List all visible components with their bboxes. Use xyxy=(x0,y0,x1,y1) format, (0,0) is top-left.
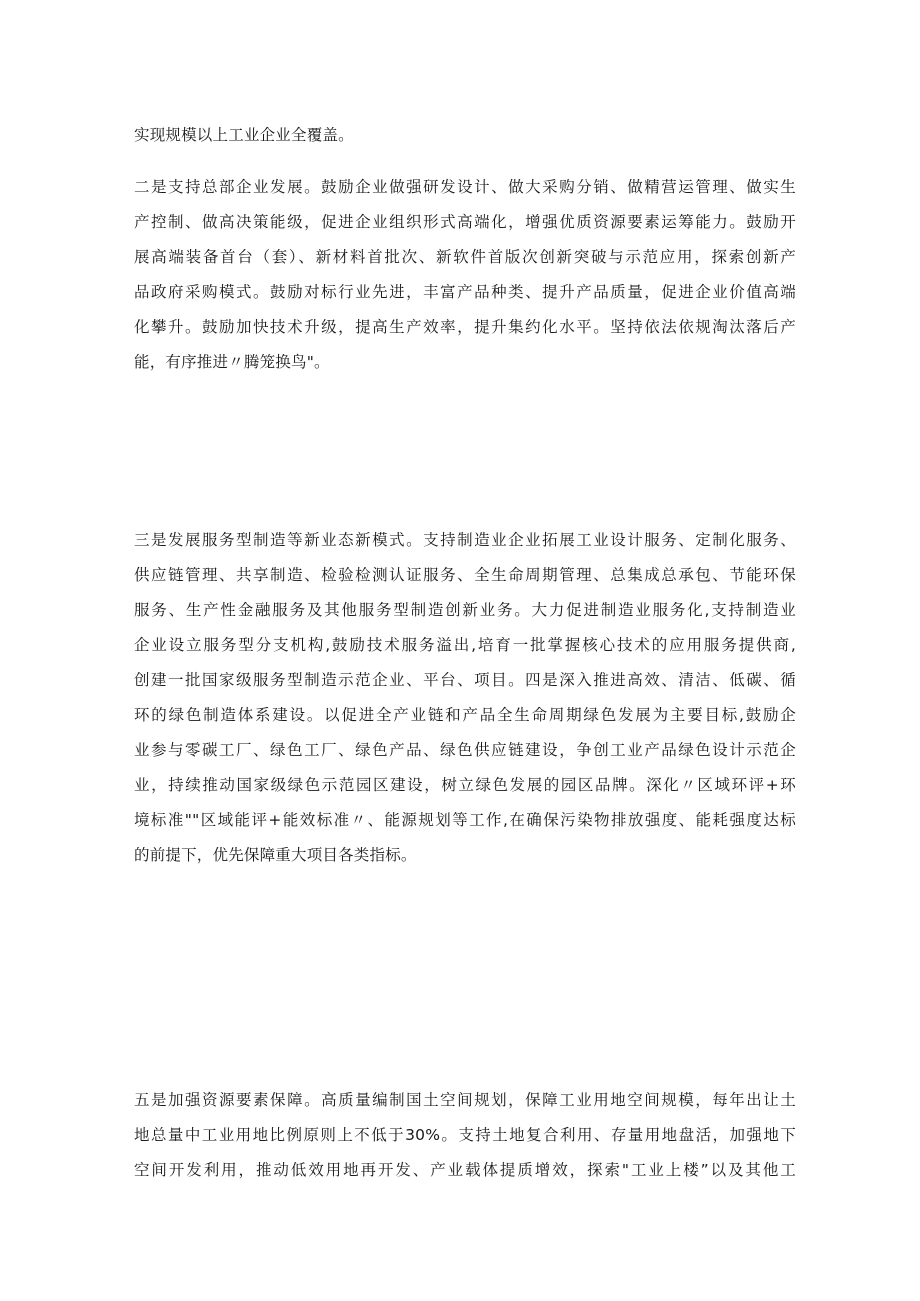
paragraph-2 xyxy=(134,170,796,380)
paragraph-line: 化攀升。鼓励加快技术升级，提高生产效率，提升集约化水平。坚持依法依规淘汰落后产 xyxy=(134,318,796,336)
paragraph-line: 二是支持总部企业发展。鼓励企业做强研发设计、做大采购分销、做精营运管理、做实生 xyxy=(134,178,796,196)
paragraph-line: 业，持续推动国家级绿色示范园区建设，树立绿色发展的园区品牌。深化〃区域环评+环 xyxy=(134,776,796,794)
paragraph-1 xyxy=(134,118,796,153)
paragraph-line: 的前提下，优先保障重大项目各类指标。 xyxy=(134,846,417,864)
paragraph-3 xyxy=(134,523,796,873)
paragraph-line: 供应链管理、共享制造、检验检测认证服务、全生命周期管理、总集成总承包、节能环保 xyxy=(134,566,796,584)
paragraph-line: 环的绿色制造体系建设。以促进全产业链和产品全生命周期绿色发展为主要目标,鼓励企 xyxy=(134,706,796,724)
paragraph-line: 服务、生产性金融服务及其他服务型制造创新业务。大力促进制造业服务化,支持制造业 xyxy=(134,601,796,619)
paragraph-4 xyxy=(134,1083,796,1188)
paragraph-line: 地总量中工业用地比例原则上不低于30%。支持土地复合利用、存量用地盘活，加强地下 xyxy=(134,1126,796,1144)
paragraph-line: 三是发展服务型制造等新业态新模式。支持制造业企业拓展工业设计服务、定制化服务、 xyxy=(134,531,796,549)
paragraph-line: 境标准""区域能评+能效标准〃、能源规划等工作,在确保污染物排放强度、能耗强度达标 xyxy=(134,811,796,829)
paragraph-line: 品政府采购模式。鼓励对标行业先进，丰富产品种类、提升产品质量，促进企业价值高端 xyxy=(134,283,796,301)
paragraph-line: 企业设立服务型分支机构,鼓励技术服务溢出,培育一批掌握核心技术的应用服务提供商, xyxy=(134,636,796,654)
paragraph-line: 展高端装备首台（套）、新材料首批次、新软件首版次创新突破与示范应用，探索创新产 xyxy=(134,248,796,266)
paragraph-line: 能，有序推进〃腾笼换鸟"。 xyxy=(134,353,330,371)
paragraph-line: 业参与零碳工厂、绿色工厂、绿色产品、绿色供应链建设，争创工业产品绿色设计示范企 xyxy=(134,741,796,759)
paragraph-line: 创建一批国家级服务型制造示范企业、平台、项目。四是深入推进高效、清洁、低碳、循 xyxy=(134,671,796,689)
paragraph-line: 实现规模以上工业企业全覆盖。 xyxy=(134,126,354,144)
paragraph-line: 空间开发利用，推动低效用地再开发、产业载体提质增效，探索"工业上楼”以及其他工 xyxy=(134,1161,796,1179)
paragraph-line: 产控制、做高决策能级，促进企业组织形式高端化，增强优质资源要素运筹能力。鼓励开 xyxy=(134,213,796,231)
paragraph-line: 五是加强资源要素保障。高质量编制国土空间规划，保障工业用地空间规模，每年出让土 xyxy=(134,1091,796,1109)
